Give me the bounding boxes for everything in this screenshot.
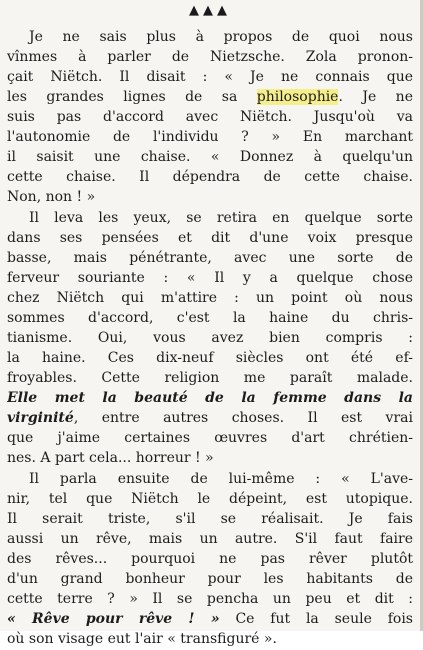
text-line: cette terre ? » Il se pencha un peu et dit : [7, 591, 413, 607]
text-line: froyables. Cette religion me paraît malade. [7, 370, 413, 386]
text-line: que j'aime certaines œuvres d'art chrétien- [7, 430, 413, 446]
text-line: nir, tel que Niëtch le dépeint, est utopique. [7, 491, 413, 507]
text-line: d'un grand bonheur pour les habitants de [7, 571, 413, 587]
text-line: il saisit une chaise. « Donnez à quelqu'un [7, 149, 413, 165]
text-line [7, 609, 413, 629]
text-segment: . Je ne [338, 89, 413, 105]
text-line: sommes d'accord, c'est la haine du chris- [7, 310, 413, 326]
text-line: ferveur souriante : « Il y a quelque chose [7, 270, 413, 286]
text-line: Il serait triste, s'il se réalisait. Je fais [7, 511, 413, 527]
italic-segment: virginité [7, 410, 74, 426]
text-line: Non, non ! » [7, 189, 96, 205]
text-line: chez Niëtch qui m'attire : un point où nous [7, 290, 413, 306]
text-line [7, 87, 413, 107]
text-line: çait Niëtch. Il disait : « Je ne connais que [7, 69, 413, 85]
highlighted-word: philosophie [256, 89, 339, 105]
text-line: basse, mais pénétrante, avec une sorte de [7, 250, 413, 266]
text-line: nes. A part cela... horreur ! » [7, 450, 214, 466]
text-line [7, 408, 413, 428]
italic-segment: « Rêve pour rêve ! » [7, 611, 220, 627]
text-segment: les grandes lignes de sa [7, 89, 257, 105]
text-line: la haine. Ces dix-neuf siècles ont été ef- [7, 350, 413, 366]
text-line: suis pas d'accord avec Niëtch. Jusqu'où va [7, 109, 413, 125]
article-body [7, 27, 413, 650]
text-line: des rêves... pourquoi ne pas rêver plutôt [7, 551, 413, 567]
text-line: cette chaise. Il dépendra de cette chaise. [7, 169, 413, 185]
text-line: aussi un rêve, mais un autre. S'il faut faire [7, 531, 413, 547]
ornament-divider: ▲▲▲ [189, 3, 231, 18]
text-line: tianisme. Oui, vous avez bien compris : [7, 330, 413, 346]
paragraph [7, 27, 413, 207]
paragraph [7, 208, 413, 468]
text-line: dans ses pensées et dit d'une voix presque [7, 230, 413, 246]
text-line: vînmes à parler de Nietzsche. Zola pronon- [7, 49, 413, 65]
text-line: Il parla ensuite de lui-même : « L'ave- [29, 471, 413, 487]
paragraph [7, 469, 413, 649]
text-line: l'autonomie de l'individu ? » En marchant [7, 129, 413, 145]
text-segment: Ce fut la seule fois [219, 611, 413, 627]
text-line: où son visage eut l'air « transfiguré ». [7, 631, 277, 647]
text-line: Je ne sais plus à propos de quoi nous [29, 29, 413, 45]
text-line: Il leva les yeux, se retira en quelque sorte [29, 210, 413, 226]
text-line: Elle met la beauté de la femme dans la [7, 390, 413, 406]
text-segment: , entre autres choses. Il est vrai [73, 410, 413, 426]
